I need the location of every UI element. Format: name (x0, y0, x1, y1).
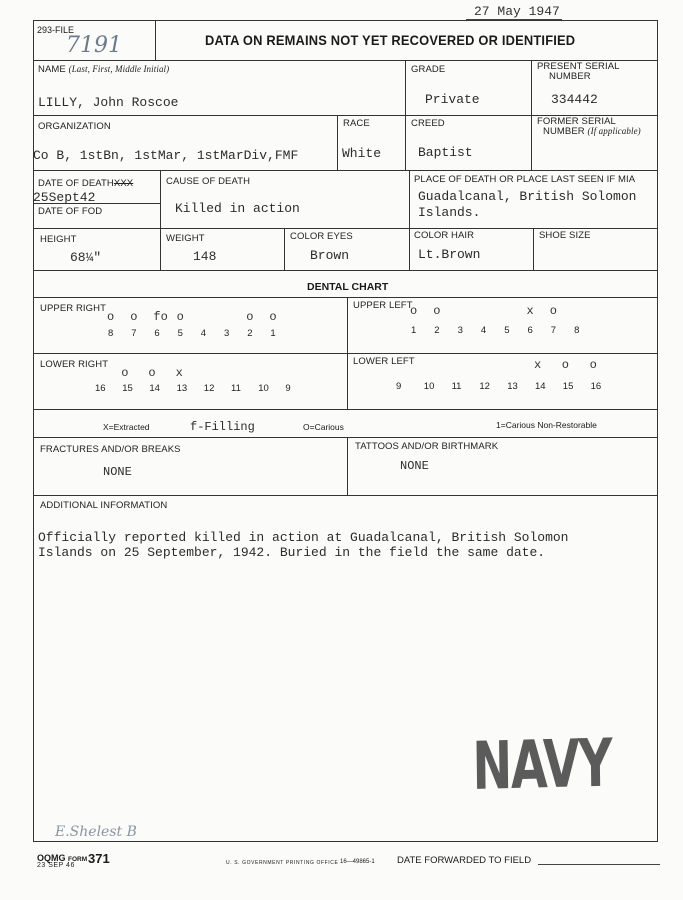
rule-legend (33, 437, 658, 438)
navy-stamp: NAVY (472, 724, 612, 805)
rule-physical (33, 270, 658, 271)
upper-right-tooth-3: 3 (224, 328, 230, 339)
upper-left-mark-7: o (549, 304, 557, 318)
signature: E.Shelest B (55, 824, 137, 840)
name-label: NAME (Last, First, Middle Initial) (38, 64, 170, 75)
lower-right-mark-15: o (121, 366, 129, 380)
height-value: 68¼" (70, 250, 102, 265)
lower-right-label: LOWER RIGHT (40, 359, 109, 370)
lower-right-mark-14: o (148, 366, 156, 380)
additional-value-1: Officially reported killed in action at Guadalcanal, British Solomon (38, 530, 569, 545)
upper-right-mark-6: fo (153, 310, 168, 324)
divider-tattoos (347, 437, 348, 495)
printing-code: 16—49865-1 (340, 859, 375, 865)
divider-cause (160, 170, 161, 228)
additional-label: ADDITIONAL INFORMATION (40, 500, 168, 511)
former-serial-label-2: NUMBER (If applicable) (543, 126, 641, 137)
former-serial-label: FORMER SERIAL (537, 116, 616, 127)
creed-value: Baptist (418, 145, 473, 160)
place-of-death-label: PLACE OF DEATH OR PLACE LAST SEEN IF MIA (414, 174, 636, 185)
color-eyes-label: COLOR EYES (290, 231, 353, 242)
rule-dental-mid (33, 353, 658, 354)
divider-hair (409, 228, 410, 270)
date-stamp: 27 May 1947 (474, 4, 560, 19)
upper-left-tooth-3: 3 (457, 325, 463, 336)
shoe-size-label: SHOE SIZE (539, 230, 591, 241)
upper-left-tooth-5: 5 (504, 325, 510, 336)
cause-of-death-label: CAUSE OF DEATH (166, 176, 251, 187)
additional-value-2: Islands on 25 September, 1942. Buried in the field the same date. (38, 545, 546, 560)
divider-place (409, 170, 410, 228)
organization-value: Co B, 1stBn, 1stMar, 1stMarDiv,FMF (33, 148, 299, 163)
lower-left-tooth-13: 13 (507, 381, 518, 392)
date-of-death-label: DATE OF DEATHXXX (38, 178, 134, 189)
weight-label: WEIGHT (166, 233, 205, 244)
upper-left-tooth-1: 1 (411, 325, 417, 336)
rule-organization (33, 170, 658, 171)
legend-non-restorable: 1=Carious Non-Restorable (496, 420, 597, 430)
form-id-line: OQMG FORM (37, 853, 88, 863)
race-label: RACE (343, 118, 370, 129)
upper-left-tooth-7: 7 (550, 325, 557, 336)
file-label: 293-FILE (37, 25, 75, 35)
upper-right-tooth-7: 7 (131, 328, 137, 339)
upper-left-mark-1: o (410, 304, 418, 318)
upper-left-mark-6: x (526, 304, 534, 318)
date-forwarded-label: DATE FORWARDED TO FIELD (397, 855, 532, 866)
lower-right-tooth-10: 10 (258, 383, 269, 394)
upper-right-mark-7: o (130, 310, 138, 324)
date-of-death-value: 25Sept42 (33, 190, 96, 205)
rule-dental-bottom (33, 409, 658, 410)
cause-of-death-value: Killed in action (175, 201, 300, 216)
upper-right-tooth-6: 6 (154, 328, 160, 339)
lower-right-tooth-11: 11 (231, 383, 241, 394)
race-value: White (342, 146, 382, 161)
upper-right-mark-8: o (107, 310, 115, 324)
legend-filling: f-Filling (190, 420, 255, 434)
form-date: 23 SEP 46 (37, 862, 75, 869)
upper-left-label: UPPER LEFT (353, 300, 413, 311)
place-of-death-value-2: Islands. (418, 205, 481, 220)
legend-carious: O=Carious (303, 422, 344, 432)
lower-left-tooth-10: 10 (423, 381, 435, 392)
tattoos-label: TATTOOS AND/OR BIRTHMARK (355, 441, 499, 452)
lower-right-mark-13: x (175, 366, 183, 380)
weight-value: 148 (193, 249, 217, 264)
upper-right-tooth-1: 1 (270, 328, 276, 339)
lower-left-tooth-11: 11 (451, 381, 462, 392)
date-of-fod-label: DATE OF FOD (38, 206, 103, 217)
rule-death (33, 228, 658, 229)
divider-shoe (533, 228, 534, 270)
upper-right-tooth-4: 4 (200, 328, 207, 339)
present-serial-label: PRESENT SERIAL (537, 61, 620, 72)
divider-race (337, 115, 338, 170)
upper-right-mark-2: o (246, 310, 254, 324)
color-hair-value: Lt.Brown (418, 247, 481, 262)
lower-right-tooth-14: 14 (149, 383, 160, 394)
height-label: HEIGHT (40, 234, 77, 245)
present-serial-value: 334442 (551, 92, 598, 107)
grade-value: Private (425, 92, 480, 107)
upper-right-tooth-8: 8 (108, 328, 114, 339)
lower-left-mark-14: x (534, 358, 542, 372)
upper-right-tooth-2: 2 (247, 328, 253, 339)
legend-extracted: X=Extracted (103, 422, 150, 432)
name-value: LILLY, John Roscoe (38, 95, 179, 110)
date-forwarded-line (538, 864, 660, 865)
upper-right-tooth-5: 5 (177, 328, 183, 339)
lower-right-tooth-12: 12 (203, 383, 215, 394)
fractures-value: NONE (103, 465, 132, 479)
upper-left-mark-2: o (433, 304, 441, 318)
upper-left-tooth-6: 6 (527, 325, 533, 336)
color-hair-label: COLOR HAIR (414, 230, 475, 241)
dental-chart-heading: DENTAL CHART (307, 281, 389, 293)
lower-right-tooth-9: 9 (285, 383, 291, 394)
divider-weight (160, 228, 161, 270)
lower-left-tooth-12: 12 (479, 381, 490, 392)
upper-left-tooth-2: 2 (434, 325, 440, 336)
place-of-death-value-1: Guadalcanal, British Solomon (418, 189, 637, 204)
upper-right-mark-5: o (176, 310, 184, 324)
lower-left-tooth-16: 16 (590, 381, 602, 392)
color-eyes-value: Brown (310, 248, 350, 263)
lower-left-mark-16: o (589, 358, 597, 372)
lower-left-tooth-9: 9 (396, 381, 402, 392)
tattoos-value: NONE (400, 459, 429, 473)
divider-eyes (284, 228, 285, 270)
rule-fod (33, 203, 160, 204)
form-title: DATA ON REMAINS NOT YET RECOVERED OR IDENTIFIED (205, 32, 576, 48)
rule-dental-heading (33, 297, 658, 298)
present-serial-label-2: NUMBER (549, 71, 591, 82)
file-number: 7191 (66, 33, 122, 58)
printing-office: U. S. GOVERNMENT PRINTING OFFICE (226, 860, 339, 866)
grade-label: GRADE (411, 64, 446, 75)
form-number: 371 (88, 851, 110, 866)
creed-label: CREED (411, 118, 445, 129)
lower-left-label: LOWER LEFT (353, 356, 415, 367)
upper-right-mark-1: o (269, 310, 277, 324)
upper-left-tooth-4: 4 (480, 325, 487, 336)
organization-label: ORGANIZATION (38, 121, 111, 132)
date-of-death-strike: XXX (113, 178, 134, 189)
upper-left-tooth-8: 8 (574, 325, 580, 336)
fractures-label: FRACTURES AND/OR BREAKS (40, 444, 181, 455)
lower-left-mark-15: o (561, 358, 569, 372)
lower-left-tooth-15: 15 (562, 381, 574, 392)
upper-right-label: UPPER RIGHT (40, 303, 107, 314)
lower-right-tooth-13: 13 (176, 383, 188, 394)
lower-right-tooth-16: 16 (95, 383, 106, 394)
rule-fractures (33, 495, 658, 496)
lower-left-tooth-14: 14 (535, 381, 546, 392)
lower-right-tooth-15: 15 (122, 383, 133, 394)
file-box-divider (155, 20, 156, 60)
